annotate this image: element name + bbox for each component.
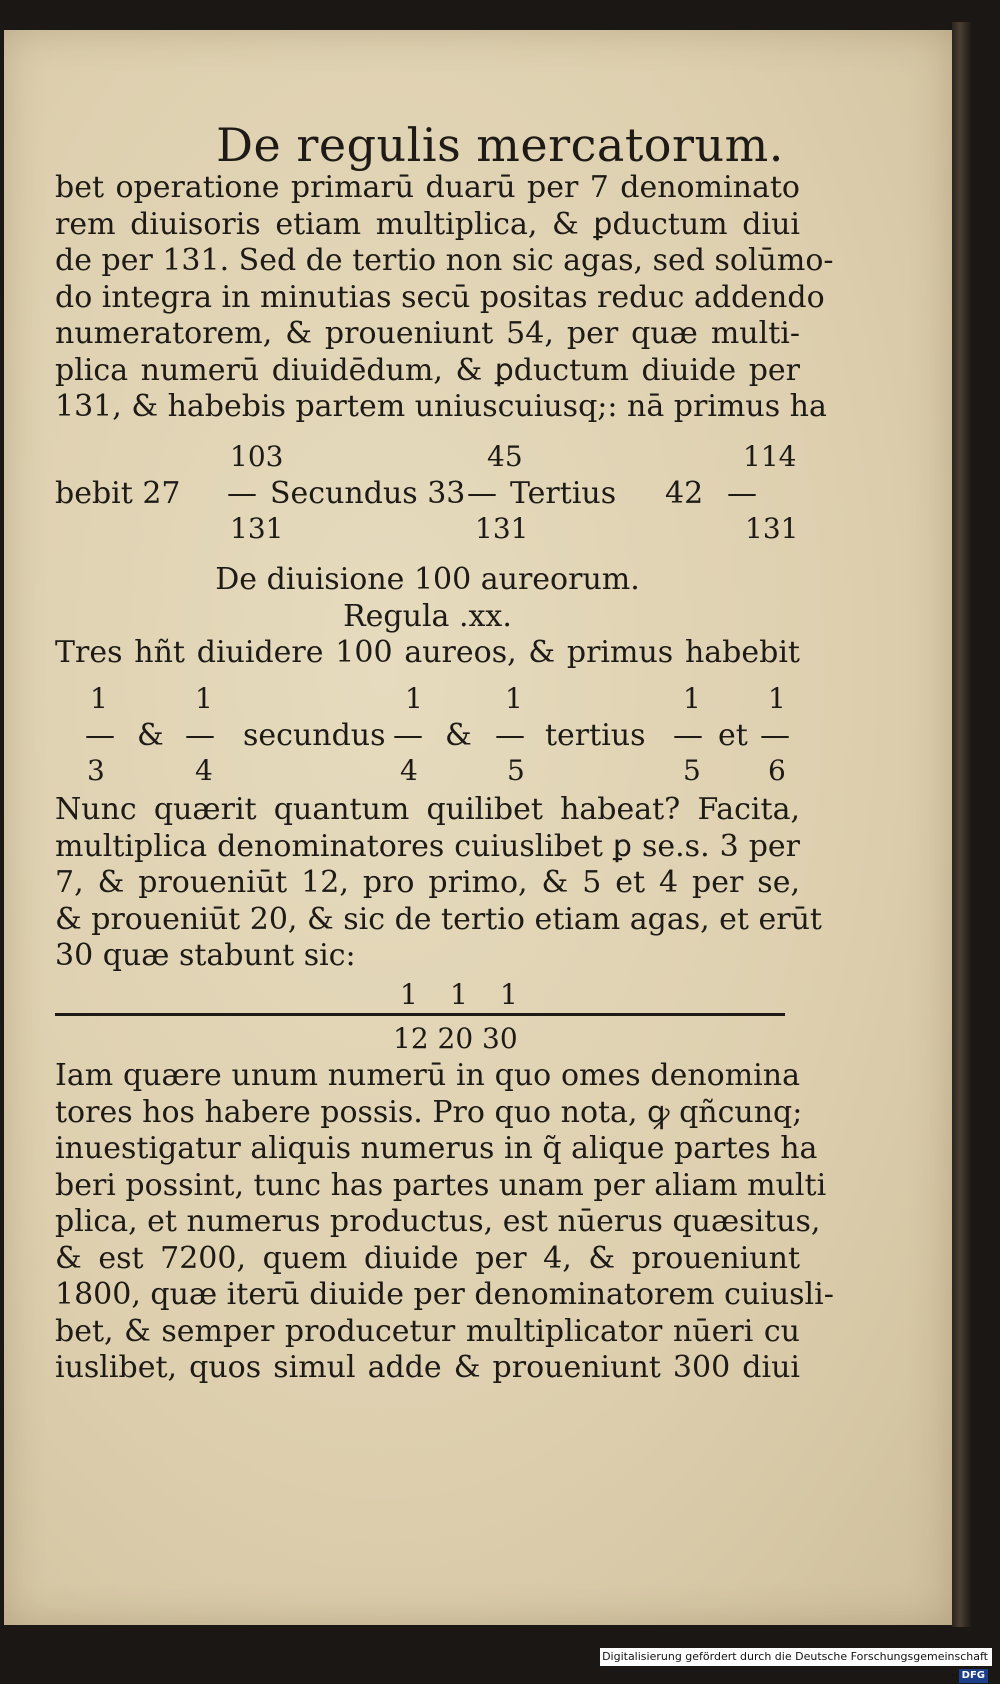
credit-text: Digitalisierung gefördert durch die Deutsche Forschungsgemeinschaft - xyxy=(602,1650,988,1681)
digitization-credit xyxy=(600,1648,992,1681)
text-line: 30 quæ stabunt sic: xyxy=(55,938,356,973)
text-line: de per 131. Sed de tertio non sic agas, sed solūmo- xyxy=(55,243,834,278)
fraction-bar: — xyxy=(495,718,525,753)
text: bebit 27 xyxy=(55,476,181,511)
text-block-4 xyxy=(55,1058,834,1387)
text-line: Iam quære unum numerū in quo omes denomina xyxy=(55,1058,800,1093)
numerator: 1 xyxy=(683,682,701,715)
text-line: iuslibet, quos simul adde & proueniunt 300 diui xyxy=(55,1350,800,1385)
fraction-bar: — xyxy=(673,718,703,753)
page-edge xyxy=(952,22,972,1627)
text-line: do integra in minutias secū positas reduc addendo xyxy=(55,279,825,315)
text-line: beri possint, tunc has partes unam per aliam multi xyxy=(55,1167,827,1203)
denominator: 3 xyxy=(87,754,105,787)
denominator: 131 xyxy=(475,512,529,545)
text-line: Tres hñt diuidere 100 aureos, & primus habebit xyxy=(55,635,800,670)
section-heading-block xyxy=(55,562,800,672)
text: 42 xyxy=(665,476,704,511)
denominator: 6 xyxy=(768,754,786,787)
text: Tertius xyxy=(510,476,617,511)
text-line: tores hos habere possis. Pro quo nota, ꝙ qñcunq; xyxy=(55,1094,803,1130)
section-heading: De diuisione 100 aureorum. xyxy=(215,562,640,597)
fraction-rule xyxy=(55,1013,785,1016)
text: & xyxy=(445,718,472,753)
fraction-line-1 xyxy=(55,476,800,512)
fraction-denominators-2 xyxy=(55,754,800,790)
text-line: 1800, quæ iterū diuide per denominatorem cuiusli- xyxy=(55,1277,834,1312)
fraction-bar: — xyxy=(393,718,423,753)
fraction-bar: — xyxy=(185,718,215,753)
text-line: Nunc quærit quantum quilibet habeat? Facita, xyxy=(55,792,800,827)
text-line: rem diuisoris etiam multiplica, & ꝑductum diui xyxy=(55,206,800,242)
numerator: 1 xyxy=(90,682,108,715)
numerator: 45 xyxy=(487,440,523,473)
fraction-bar: — xyxy=(760,718,790,753)
fraction-denominators-1 xyxy=(55,512,800,548)
numerator: 1 xyxy=(405,682,423,715)
fraction-line-2 xyxy=(55,718,800,754)
text: Secundus 33 xyxy=(270,476,466,511)
text-line: bet, & semper producetur multiplicator nūeri cu xyxy=(55,1313,800,1349)
text-line: plica numerū diuidēdum, & ꝑductum diuide per xyxy=(55,352,800,388)
text-line: & est 7200, quem diuide per 4, & proueniunt xyxy=(55,1240,800,1276)
fraction-numerators-1 xyxy=(55,440,800,476)
text-block-3 xyxy=(55,792,822,975)
text-line: 7, & proueniūt 12, pro primo, & 5 et 4 per se, xyxy=(55,865,800,900)
numerator: 1 xyxy=(195,682,213,715)
text: tertius xyxy=(545,718,646,753)
numerator: 1 xyxy=(400,978,418,1011)
fraction-bar: — xyxy=(727,476,757,511)
text: secundus xyxy=(243,718,386,753)
fraction-bar: — xyxy=(227,476,257,511)
denominator: 131 xyxy=(745,512,799,545)
denominator: 12 20 30 xyxy=(393,1022,518,1055)
denominator: 131 xyxy=(230,512,284,545)
text-line: multiplica denominatores cuiuslibet ꝑ se.s. 3 per xyxy=(55,828,800,864)
text-line: inuestigatur aliquis numerus in q̃ alique partes ha xyxy=(55,1131,818,1166)
fraction-denominators-3 xyxy=(55,1022,800,1058)
text-line: numeratorem, & proueniunt 54, per quæ multi- xyxy=(55,316,800,351)
dfg-logo: DFG xyxy=(959,1669,988,1683)
fraction-bar: — xyxy=(85,718,115,753)
numerator: 114 xyxy=(743,440,797,473)
page-title: De regulis mercatorum. xyxy=(216,118,784,172)
numerator: 1 xyxy=(500,978,518,1011)
text: et xyxy=(718,718,748,753)
denominator: 5 xyxy=(683,754,701,787)
numerator: 1 xyxy=(768,682,786,715)
numerator: 103 xyxy=(230,440,284,473)
fraction-numerators-3 xyxy=(55,978,800,1014)
text-line: bet operatione primarū duarū per 7 denominato xyxy=(55,170,800,205)
text-line: 131, & habebis partem uniuscuiusq;: nā primus ha xyxy=(55,389,827,424)
fraction-numerators-2 xyxy=(55,682,800,718)
fraction-bar: — xyxy=(467,476,497,511)
rule-number: Regula .xx. xyxy=(343,598,512,634)
denominator: 4 xyxy=(400,754,418,787)
numerator: 1 xyxy=(505,682,523,715)
text-line: & proueniūt 20, & sic de tertio etiam agas, et erūt xyxy=(55,901,822,937)
text: & xyxy=(137,718,164,753)
text-block-1 xyxy=(55,170,834,426)
text-line: plica, et numerus productus, est nūerus quæsitus, xyxy=(55,1204,821,1239)
denominator: 5 xyxy=(507,754,525,787)
denominator: 4 xyxy=(195,754,213,787)
numerator: 1 xyxy=(450,978,468,1011)
